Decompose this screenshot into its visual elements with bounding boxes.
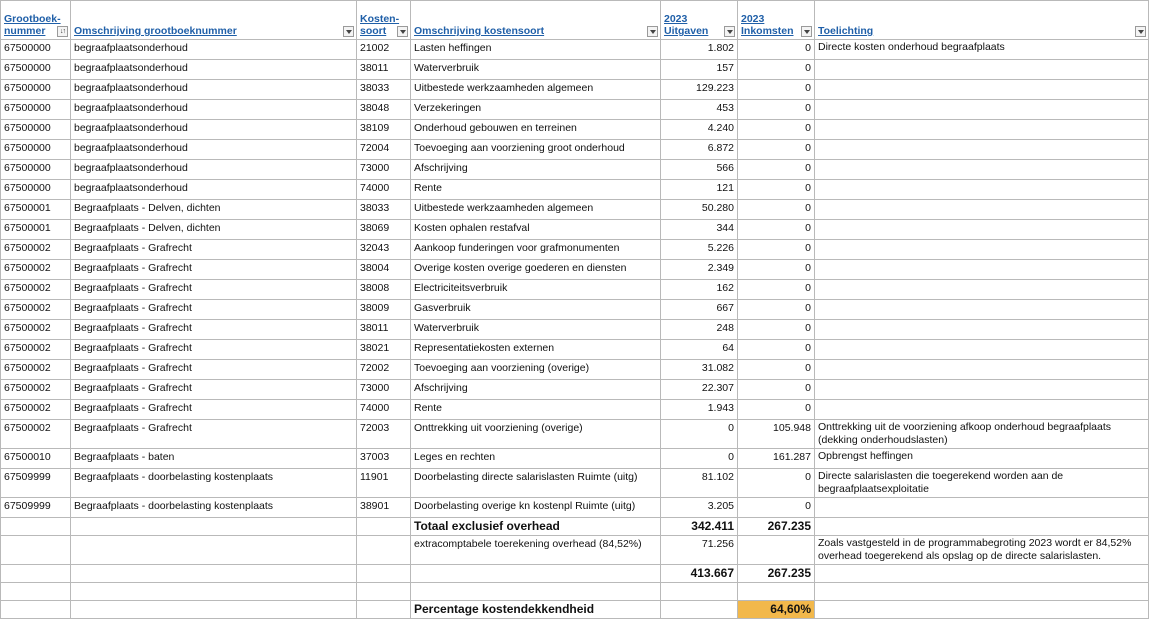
totaal-exclusief-inkomsten[interactable]: 267.235 [738, 518, 815, 536]
toelichting-cell[interactable]: Directe salarislasten die toegerekend worden aan de begraafplaatsexploitatie [815, 469, 1149, 498]
grootboeknummer-cell[interactable]: 67500000 [1, 80, 71, 100]
col-header-inkomsten: 2023 Inkomsten [738, 1, 815, 40]
omschrijving-kostensoort-cell[interactable]: Doorbelasting overige kn kostenpl Ruimte (uitg) [411, 498, 661, 518]
omschrijving-kostensoort-cell[interactable]: Verzekeringen [411, 100, 661, 120]
chevron-down-icon [804, 30, 810, 34]
omschrijving-grootboek-cell[interactable]: begraafplaatsonderhoud [71, 120, 357, 140]
toelichting-cell[interactable] [815, 300, 1149, 320]
cell[interactable] [1, 583, 71, 601]
omschrijving-kostensoort-cell[interactable]: Toevoeging aan voorziening (overige) [411, 360, 661, 380]
omschrijving-grootboek-cell[interactable]: Begraafplaats - Grafrecht [71, 340, 357, 360]
uitgaven-cell[interactable]: 0 [661, 420, 738, 449]
grootboeknummer-cell[interactable]: 67500002 [1, 300, 71, 320]
omschrijving-kostensoort-cell[interactable]: Kosten ophalen restafval [411, 220, 661, 240]
grootboeknummer-cell[interactable]: 67500002 [1, 260, 71, 280]
table-row [1, 498, 1149, 518]
uitgaven-cell[interactable]: 22.307 [661, 380, 738, 400]
table-row [1, 380, 1149, 400]
toelichting-cell[interactable] [815, 180, 1149, 200]
omschrijving-grootboek-cell[interactable]: Begraafplaats - Grafrecht [71, 360, 357, 380]
table-row [1, 80, 1149, 100]
uitgaven-cell[interactable]: 248 [661, 320, 738, 340]
uitgaven-cell[interactable]: 6.872 [661, 140, 738, 160]
omschrijving-grootboek-cell[interactable]: Begraafplaats - Grafrecht [71, 380, 357, 400]
cell[interactable] [71, 536, 357, 565]
percentage-row [1, 601, 1149, 619]
uitgaven-cell[interactable]: 157 [661, 60, 738, 80]
uitgaven-cell[interactable]: 667 [661, 300, 738, 320]
cell[interactable] [357, 518, 411, 536]
kostensoort-cell[interactable]: 32043 [357, 240, 411, 260]
table-row [1, 300, 1149, 320]
filter-dropdown-button[interactable] [801, 26, 812, 37]
kostensoort-cell[interactable]: 72004 [357, 140, 411, 160]
chevron-down-icon [1138, 30, 1144, 34]
grootboeknummer-cell[interactable]: 67500002 [1, 240, 71, 260]
inkomsten-cell[interactable]: 0 [738, 240, 815, 260]
grootboeknummer-cell[interactable]: 67500000 [1, 100, 71, 120]
kostensoort-cell[interactable]: 74000 [357, 400, 411, 420]
grootboeknummer-cell[interactable]: 67500002 [1, 400, 71, 420]
toelichting-cell[interactable] [815, 100, 1149, 120]
cell[interactable] [738, 536, 815, 565]
totaal-exclusief-uitgaven[interactable]: 342.411 [661, 518, 738, 536]
col-header-toelichting: Toelichting [815, 1, 1149, 40]
inkomsten-cell[interactable]: 0 [738, 260, 815, 280]
table-row [1, 280, 1149, 300]
kostensoort-cell[interactable]: 38901 [357, 498, 411, 518]
uitgaven-cell[interactable]: 1.802 [661, 40, 738, 60]
kostensoort-cell[interactable]: 37003 [357, 449, 411, 469]
filter-dropdown-button[interactable] [343, 26, 354, 37]
inkomsten-cell[interactable]: 0 [738, 140, 815, 160]
kostensoort-cell[interactable]: 38011 [357, 60, 411, 80]
cell[interactable] [357, 536, 411, 565]
kostensoort-cell[interactable]: 38008 [357, 280, 411, 300]
table-row [1, 120, 1149, 140]
table-row [1, 40, 1149, 60]
inkomsten-cell[interactable]: 161.287 [738, 449, 815, 469]
omschrijving-grootboek-cell[interactable]: Begraafplaats - Grafrecht [71, 400, 357, 420]
inkomsten-cell[interactable]: 0 [738, 160, 815, 180]
omschrijving-grootboek-cell[interactable]: begraafplaatsonderhoud [71, 60, 357, 80]
omschrijving-grootboek-cell[interactable]: begraafplaatsonderhoud [71, 180, 357, 200]
percentage-value[interactable]: 64,60% [738, 601, 815, 619]
col-header-grootboeknummer: Grootboek- nummer ↓↑ [1, 1, 71, 40]
omschrijving-grootboek-cell[interactable]: Begraafplaats - Grafrecht [71, 240, 357, 260]
inkomsten-cell[interactable]: 0 [738, 300, 815, 320]
chevron-down-icon [346, 30, 352, 34]
grootboeknummer-cell[interactable]: 67500002 [1, 340, 71, 360]
table-row [1, 420, 1149, 449]
filter-dropdown-button[interactable] [724, 26, 735, 37]
filter-sort-button[interactable] [57, 26, 68, 37]
grootboeknummer-cell[interactable]: 67509999 [1, 498, 71, 518]
cell[interactable] [661, 601, 738, 619]
table-row [1, 200, 1149, 220]
kostensoort-cell[interactable]: 72003 [357, 420, 411, 449]
kostensoort-cell[interactable]: 38021 [357, 340, 411, 360]
cell[interactable] [71, 565, 357, 583]
omschrijving-grootboek-cell[interactable]: Begraafplaats - Grafrecht [71, 260, 357, 280]
omschrijving-kostensoort-cell[interactable]: Uitbestede werkzaamheden algemeen [411, 80, 661, 100]
grootboeknummer-cell[interactable]: 67500002 [1, 420, 71, 449]
inkomsten-cell[interactable]: 0 [738, 400, 815, 420]
inkomsten-cell[interactable]: 0 [738, 280, 815, 300]
omschrijving-grootboek-cell[interactable]: Begraafplaats - baten [71, 449, 357, 469]
omschrijving-grootboek-cell[interactable]: Begraafplaats - Grafrecht [71, 320, 357, 340]
chevron-down-icon [650, 30, 656, 34]
uitgaven-cell[interactable]: 64 [661, 340, 738, 360]
toelichting-cell[interactable] [815, 140, 1149, 160]
uitgaven-cell[interactable]: 4.240 [661, 120, 738, 140]
summary-body [1, 518, 1149, 619]
kostensoort-cell[interactable]: 38004 [357, 260, 411, 280]
omschrijving-kostensoort-cell[interactable]: Gasverbruik [411, 300, 661, 320]
uitgaven-cell[interactable]: 162 [661, 280, 738, 300]
uitgaven-cell[interactable]: 81.102 [661, 469, 738, 498]
omschrijving-grootboek-cell[interactable]: begraafplaatsonderhoud [71, 40, 357, 60]
omschrijving-kostensoort-cell[interactable]: Rente [411, 400, 661, 420]
kostensoort-cell[interactable]: 38033 [357, 200, 411, 220]
grootboeknummer-cell[interactable]: 67500000 [1, 160, 71, 180]
col-header-omschrijving-kostensoort: Omschrijving kostensoort [411, 1, 661, 40]
omschrijving-kostensoort-cell[interactable]: Overige kosten overige goederen en diensten [411, 260, 661, 280]
overhead-uitgaven[interactable]: 71.256 [661, 536, 738, 565]
table-row [1, 160, 1149, 180]
inkomsten-cell[interactable]: 0 [738, 200, 815, 220]
grootboeknummer-cell[interactable]: 67500010 [1, 449, 71, 469]
kostensoort-cell[interactable]: 38011 [357, 320, 411, 340]
inkomsten-cell[interactable]: 0 [738, 120, 815, 140]
grootboeknummer-cell[interactable]: 67500002 [1, 280, 71, 300]
cell[interactable] [815, 518, 1149, 536]
table-row [1, 469, 1149, 498]
toelichting-cell[interactable] [815, 240, 1149, 260]
omschrijving-kostensoort-cell[interactable]: Afschrijving [411, 160, 661, 180]
omschrijving-kostensoort-cell[interactable]: Leges en rechten [411, 449, 661, 469]
uitgaven-cell[interactable]: 566 [661, 160, 738, 180]
overhead-label[interactable]: extracomptabele toerekening overhead (84,52%) [411, 536, 661, 565]
table-row [1, 100, 1149, 120]
omschrijving-grootboek-cell[interactable]: Begraafplaats - Grafrecht [71, 300, 357, 320]
col-header-omschrijving-grootboeknummer: Omschrijving grootboeknummer [71, 1, 357, 40]
cell[interactable] [815, 565, 1149, 583]
inkomsten-cell[interactable]: 0 [738, 320, 815, 340]
inkomsten-cell[interactable]: 0 [738, 60, 815, 80]
uitgaven-cell[interactable]: 0 [661, 449, 738, 469]
grootboeknummer-cell[interactable]: 67500002 [1, 380, 71, 400]
uitgaven-cell[interactable]: 453 [661, 100, 738, 120]
toelichting-cell[interactable]: Opbrengst heffingen [815, 449, 1149, 469]
table-body [1, 40, 1149, 518]
cell[interactable] [1, 601, 71, 619]
kostensoort-cell[interactable]: 72002 [357, 360, 411, 380]
cell[interactable] [738, 583, 815, 601]
inkomsten-cell[interactable]: 0 [738, 340, 815, 360]
cell[interactable] [357, 565, 411, 583]
omschrijving-grootboek-cell[interactable]: Begraafplaats - Grafrecht [71, 280, 357, 300]
kostensoort-cell[interactable]: 73000 [357, 380, 411, 400]
table-row [1, 140, 1149, 160]
grootboeknummer-cell[interactable]: 67500000 [1, 140, 71, 160]
percentage-label[interactable]: Percentage kostendekkendheid [411, 601, 661, 619]
inkomsten-cell[interactable]: 0 [738, 380, 815, 400]
table-row [1, 340, 1149, 360]
omschrijving-grootboek-cell[interactable]: begraafplaatsonderhoud [71, 160, 357, 180]
kostensoort-cell[interactable]: 38009 [357, 300, 411, 320]
header-row [1, 1, 1149, 40]
grootboeknummer-cell[interactable]: 67509999 [1, 469, 71, 498]
col-header-kostensoort: Kosten- soort [357, 1, 411, 40]
inkomsten-cell[interactable]: 0 [738, 80, 815, 100]
grootboeknummer-cell[interactable]: 67500000 [1, 40, 71, 60]
toelichting-cell[interactable] [815, 340, 1149, 360]
cell[interactable] [815, 583, 1149, 601]
toelichting-cell[interactable] [815, 320, 1149, 340]
cell[interactable] [411, 583, 661, 601]
inkomsten-cell[interactable]: 0 [738, 40, 815, 60]
cell[interactable] [357, 583, 411, 601]
omschrijving-kostensoort-cell[interactable]: Onderhoud gebouwen en terreinen [411, 120, 661, 140]
toelichting-cell[interactable] [815, 200, 1149, 220]
kostensoort-cell[interactable]: 11901 [357, 469, 411, 498]
uitgaven-cell[interactable]: 2.349 [661, 260, 738, 280]
kostensoort-cell[interactable]: 38069 [357, 220, 411, 240]
uitgaven-cell[interactable]: 344 [661, 220, 738, 240]
cell[interactable] [71, 601, 357, 619]
uitgaven-cell[interactable]: 3.205 [661, 498, 738, 518]
omschrijving-grootboek-cell[interactable]: Begraafplaats - doorbelasting kostenplaats [71, 469, 357, 498]
chevron-down-icon [727, 30, 733, 34]
table-row [1, 60, 1149, 80]
toelichting-cell[interactable]: Directe kosten onderhoud begraafplaats [815, 40, 1149, 60]
toelichting-cell[interactable] [815, 380, 1149, 400]
kostensoort-cell[interactable]: 21002 [357, 40, 411, 60]
omschrijving-grootboek-cell[interactable]: Begraafplaats - Delven, dichten [71, 200, 357, 220]
omschrijving-grootboek-cell[interactable]: Begraafplaats - Grafrecht [71, 420, 357, 449]
inkomsten-cell[interactable]: 0 [738, 220, 815, 240]
kostensoort-cell[interactable]: 74000 [357, 180, 411, 200]
table-row [1, 400, 1149, 420]
kostensoort-cell[interactable]: 38109 [357, 120, 411, 140]
omschrijving-kostensoort-cell[interactable]: Doorbelasting directe salarislasten Ruimte (uitg) [411, 469, 661, 498]
inkomsten-cell[interactable]: 0 [738, 360, 815, 380]
omschrijving-kostensoort-cell[interactable]: Toevoeging aan voorziening groot onderhoud [411, 140, 661, 160]
grootboeknummer-cell[interactable]: 67500002 [1, 320, 71, 340]
cell[interactable] [1, 536, 71, 565]
table-row [1, 180, 1149, 200]
inkomsten-cell[interactable]: 0 [738, 469, 815, 498]
cell[interactable] [411, 565, 661, 583]
table-row [1, 220, 1149, 240]
table-row [1, 360, 1149, 380]
table-row [1, 320, 1149, 340]
overhead-row [1, 536, 1149, 565]
inkomsten-cell[interactable]: 105.948 [738, 420, 815, 449]
kostensoort-cell[interactable]: 73000 [357, 160, 411, 180]
uitgaven-cell[interactable]: 121 [661, 180, 738, 200]
omschrijving-kostensoort-cell[interactable]: Onttrekking uit voorziening (overige) [411, 420, 661, 449]
toelichting-cell[interactable] [815, 280, 1149, 300]
inkomsten-cell[interactable]: 0 [738, 100, 815, 120]
toelichting-cell[interactable] [815, 400, 1149, 420]
toelichting-cell[interactable] [815, 260, 1149, 280]
totaal-inkomsten[interactable]: 267.235 [738, 565, 815, 583]
omschrijving-grootboek-cell[interactable]: Begraafplaats - Delven, dichten [71, 220, 357, 240]
totaal-uitgaven[interactable]: 413.667 [661, 565, 738, 583]
omschrijving-kostensoort-cell[interactable]: Waterverbruik [411, 60, 661, 80]
totaal-row [1, 565, 1149, 583]
omschrijving-kostensoort-cell[interactable]: Aankoop funderingen voor grafmonumenten [411, 240, 661, 260]
cell[interactable] [71, 518, 357, 536]
uitgaven-cell[interactable]: 1.943 [661, 400, 738, 420]
omschrijving-grootboek-cell[interactable]: begraafplaatsonderhoud [71, 80, 357, 100]
toelichting-cell[interactable]: Onttrekking uit de voorziening afkoop onderhoud begraafplaats (dekking onderhoudslasten) [815, 420, 1149, 449]
overhead-toelichting[interactable]: Zoals vastgesteld in de programmabegroting 2023 wordt er 84,52% overhead toegerekend als opslag op de directe salarislasten. [815, 536, 1149, 565]
grootboeknummer-cell[interactable]: 67500001 [1, 220, 71, 240]
toelichting-cell[interactable] [815, 60, 1149, 80]
toelichting-cell[interactable] [815, 498, 1149, 518]
uitgaven-cell[interactable]: 129.223 [661, 80, 738, 100]
grootboeknummer-cell[interactable]: 67500000 [1, 60, 71, 80]
toelichting-cell[interactable] [815, 220, 1149, 240]
omschrijving-kostensoort-cell[interactable]: Uitbestede werkzaamheden algemeen [411, 200, 661, 220]
omschrijving-kostensoort-cell[interactable]: Rente [411, 180, 661, 200]
cell[interactable] [357, 601, 411, 619]
uitgaven-cell[interactable]: 50.280 [661, 200, 738, 220]
omschrijving-kostensoort-cell[interactable]: Waterverbruik [411, 320, 661, 340]
table-row [1, 449, 1149, 469]
omschrijving-grootboek-cell[interactable]: begraafplaatsonderhoud [71, 140, 357, 160]
cell[interactable] [1, 518, 71, 536]
table-row [1, 260, 1149, 280]
chevron-down-icon [400, 30, 406, 34]
omschrijving-kostensoort-cell[interactable]: Electriciteitsverbruik [411, 280, 661, 300]
cell[interactable] [815, 601, 1149, 619]
grootboeknummer-cell[interactable]: 67500000 [1, 180, 71, 200]
filter-dropdown-button[interactable] [397, 26, 408, 37]
omschrijving-grootboek-cell[interactable]: begraafplaatsonderhoud [71, 100, 357, 120]
cell[interactable] [661, 583, 738, 601]
totaal-exclusief-row [1, 518, 1149, 536]
omschrijving-kostensoort-cell[interactable]: Afschrijving [411, 380, 661, 400]
inkomsten-cell[interactable]: 0 [738, 498, 815, 518]
filter-dropdown-button[interactable] [1135, 26, 1146, 37]
toelichting-cell[interactable] [815, 120, 1149, 140]
grootboeknummer-cell[interactable]: 67500000 [1, 120, 71, 140]
table-row [1, 240, 1149, 260]
uitgaven-cell[interactable]: 5.226 [661, 240, 738, 260]
kostensoort-cell[interactable]: 38048 [357, 100, 411, 120]
grootboeknummer-cell[interactable]: 67500002 [1, 360, 71, 380]
empty-row [1, 583, 1149, 601]
kostensoort-cell[interactable]: 38033 [357, 80, 411, 100]
toelichting-cell[interactable] [815, 160, 1149, 180]
inkomsten-cell[interactable]: 0 [738, 180, 815, 200]
toelichting-cell[interactable] [815, 360, 1149, 380]
uitgaven-cell[interactable]: 31.082 [661, 360, 738, 380]
grootboeknummer-cell[interactable]: 67500001 [1, 200, 71, 220]
cell[interactable] [71, 583, 357, 601]
totaal-exclusief-label[interactable]: Totaal exclusief overhead [411, 518, 661, 536]
omschrijving-kostensoort-cell[interactable]: Representatiekosten externen [411, 340, 661, 360]
col-header-uitgaven: 2023 Uitgaven [661, 1, 738, 40]
sort-ascending-icon: ↓↑ [60, 28, 65, 35]
omschrijving-grootboek-cell[interactable]: Begraafplaats - doorbelasting kostenplaats [71, 498, 357, 518]
filter-dropdown-button[interactable] [647, 26, 658, 37]
cell[interactable] [1, 565, 71, 583]
toelichting-cell[interactable] [815, 80, 1149, 100]
omschrijving-kostensoort-cell[interactable]: Lasten heffingen [411, 40, 661, 60]
